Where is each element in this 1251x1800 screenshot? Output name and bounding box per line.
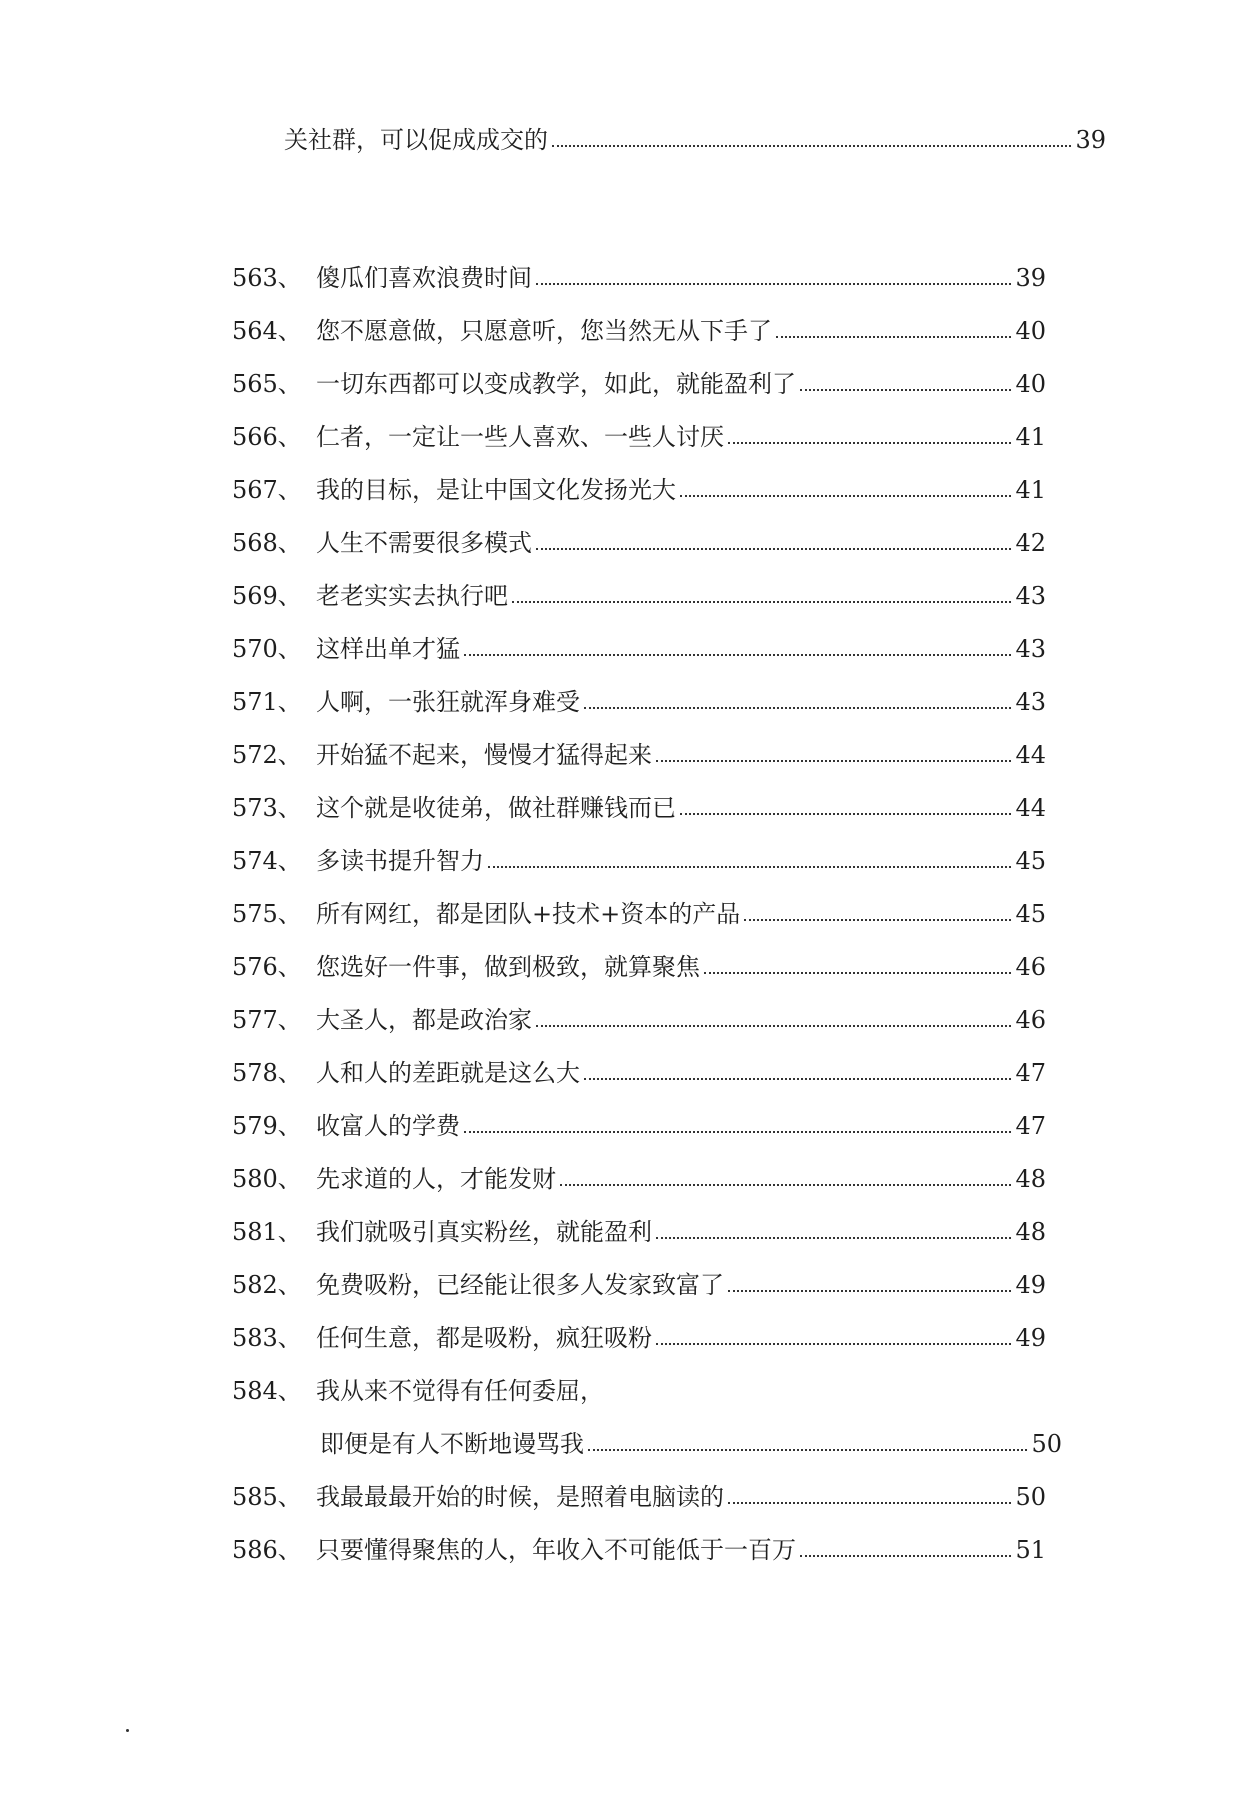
toc-entry-number: 572、 bbox=[232, 741, 302, 769]
toc-entry-number: 570、 bbox=[232, 635, 302, 663]
toc-entry-number: 564、 bbox=[232, 317, 302, 345]
toc-entry-number: 580、 bbox=[232, 1165, 302, 1193]
toc-entry-page: 46 bbox=[1015, 1006, 1046, 1034]
toc-entry-title: 人和人的差距就是这么大 bbox=[316, 1059, 580, 1087]
dot-leader bbox=[704, 971, 1011, 974]
toc-entry-page: 48 bbox=[1015, 1218, 1046, 1246]
dot-leader bbox=[728, 1289, 1011, 1292]
toc-entry-number: 569、 bbox=[232, 582, 302, 610]
toc-entry bbox=[232, 250, 1046, 290]
toc-entry-title: 这样出单才猛 bbox=[316, 635, 460, 663]
toc-entry-page: 43 bbox=[1015, 688, 1046, 716]
toc-entry-title: 收富人的学费 bbox=[316, 1112, 460, 1140]
toc-entry bbox=[232, 939, 1046, 979]
toc-entry-page: 45 bbox=[1015, 847, 1046, 875]
dot-leader bbox=[776, 335, 1011, 338]
toc-entry-page: 43 bbox=[1015, 582, 1046, 610]
toc-entry bbox=[232, 886, 1046, 926]
toc-entry-title: 我最最最开始的时候，是照着电脑读的 bbox=[316, 1483, 724, 1511]
toc-entry bbox=[232, 727, 1046, 767]
toc-entry bbox=[232, 674, 1046, 714]
toc-entry-page: 49 bbox=[1015, 1324, 1046, 1352]
toc-entry bbox=[232, 515, 1046, 555]
toc-entry-page: 50 bbox=[1015, 1483, 1046, 1511]
toc-entry-number: 584、 bbox=[232, 1377, 302, 1405]
toc-entry bbox=[232, 1363, 1046, 1403]
dot-leader bbox=[464, 1130, 1011, 1133]
toc-entry-page: 42 bbox=[1015, 529, 1046, 557]
dot-leader bbox=[588, 1448, 1027, 1451]
toc-entry-page: 41 bbox=[1015, 476, 1046, 504]
toc-entry-page: 47 bbox=[1015, 1112, 1046, 1140]
toc-entry-page: 43 bbox=[1015, 635, 1046, 663]
toc-entry bbox=[232, 992, 1046, 1032]
toc-entry-title: 关社群，可以促成成交的 bbox=[284, 126, 548, 154]
toc-entry-page: 39 bbox=[1075, 126, 1106, 154]
toc-entry-page: 46 bbox=[1015, 953, 1046, 981]
toc-entry bbox=[232, 1469, 1046, 1509]
toc-entry bbox=[232, 356, 1046, 396]
dot-leader bbox=[536, 1024, 1011, 1027]
toc-entry-title: 大圣人，都是政治家 bbox=[316, 1006, 532, 1034]
toc-entry-page: 48 bbox=[1015, 1165, 1046, 1193]
toc-entry-continuation bbox=[320, 1416, 1062, 1456]
toc-entry-page: 47 bbox=[1015, 1059, 1046, 1087]
dot-leader bbox=[800, 1554, 1011, 1557]
toc-entry-page: 44 bbox=[1015, 794, 1046, 822]
dot-leader bbox=[656, 759, 1011, 762]
dot-leader bbox=[536, 547, 1011, 550]
toc-entry bbox=[232, 833, 1046, 873]
toc-entry-page: 50 bbox=[1031, 1430, 1062, 1458]
toc-entry-title: 只要懂得聚焦的人，年收入不可能低于一百万 bbox=[316, 1536, 796, 1564]
toc-entry-title: 一切东西都可以变成教学，如此，就能盈利了 bbox=[316, 370, 796, 398]
dot-leader bbox=[584, 1077, 1011, 1080]
dot-leader bbox=[800, 388, 1011, 391]
toc-entry-title: 我的目标，是让中国文化发扬光大 bbox=[316, 476, 676, 504]
toc-entry bbox=[232, 1522, 1046, 1562]
toc-entry bbox=[232, 1045, 1046, 1085]
toc-entry-page: 44 bbox=[1015, 741, 1046, 769]
toc-entry-title: 任何生意，都是吸粉，疯狂吸粉 bbox=[316, 1324, 652, 1352]
toc-entry-number: 582、 bbox=[232, 1271, 302, 1299]
stray-dot bbox=[126, 1729, 129, 1732]
toc-entry-title: 开始猛不起来，慢慢才猛得起来 bbox=[316, 741, 652, 769]
toc-entry bbox=[232, 1098, 1046, 1138]
dot-leader bbox=[464, 653, 1011, 656]
dot-leader bbox=[560, 1183, 1011, 1186]
toc-entry-number: 575、 bbox=[232, 900, 302, 928]
dot-leader bbox=[728, 1501, 1011, 1504]
toc-entry bbox=[232, 1151, 1046, 1191]
toc-entry bbox=[232, 780, 1046, 820]
toc-entry bbox=[232, 409, 1046, 449]
dot-leader bbox=[536, 282, 1011, 285]
toc-entry-number: 583、 bbox=[232, 1324, 302, 1352]
dot-leader bbox=[512, 600, 1011, 603]
toc-entry-title: 这个就是收徒弟，做社群赚钱而已 bbox=[316, 794, 676, 822]
toc-entry-title: 先求道的人，才能发财 bbox=[316, 1165, 556, 1193]
toc-entry-page: 41 bbox=[1015, 423, 1046, 451]
toc-entry-number: 576、 bbox=[232, 953, 302, 981]
toc-entry bbox=[232, 1204, 1046, 1244]
toc-entry bbox=[232, 303, 1046, 343]
toc-entry bbox=[232, 1257, 1046, 1297]
toc-entry-page: 39 bbox=[1015, 264, 1046, 292]
toc-entry-page: 51 bbox=[1015, 1536, 1046, 1564]
toc-entry-title: 人生不需要很多模式 bbox=[316, 529, 532, 557]
toc-entry bbox=[232, 1310, 1046, 1350]
toc-entry-page: 45 bbox=[1015, 900, 1046, 928]
toc-entry-title: 您选好一件事，做到极致，就算聚焦 bbox=[316, 953, 700, 981]
toc-entry-number: 567、 bbox=[232, 476, 302, 504]
toc-entry-title: 多读书提升智力 bbox=[316, 847, 484, 875]
toc-entry bbox=[232, 568, 1046, 608]
toc-entry-number: 568、 bbox=[232, 529, 302, 557]
toc-entry-number: 581、 bbox=[232, 1218, 302, 1246]
toc-entry-title: 我从来不觉得有任何委屈， bbox=[316, 1377, 604, 1405]
toc-entry-title: 所有网红，都是团队+技术+资本的产品 bbox=[316, 900, 741, 928]
toc-entry-page: 40 bbox=[1015, 370, 1046, 398]
toc-entry-number: 566、 bbox=[232, 423, 302, 451]
toc-entry bbox=[232, 462, 1046, 502]
dot-leader bbox=[488, 865, 1011, 868]
toc-entry-title: 老老实实去执行吧 bbox=[316, 582, 508, 610]
toc-entry-title: 我们就吸引真实粉丝，就能盈利 bbox=[316, 1218, 652, 1246]
toc-entry-title: 人啊，一张狂就浑身难受 bbox=[316, 688, 580, 716]
toc-entry-page: 49 bbox=[1015, 1271, 1046, 1299]
toc-entry-number: 571、 bbox=[232, 688, 302, 716]
toc-entry-title: 即便是有人不断地谩骂我 bbox=[320, 1430, 584, 1458]
dot-leader bbox=[680, 812, 1011, 815]
dot-leader bbox=[744, 918, 1011, 921]
toc-entry-number: 565、 bbox=[232, 370, 302, 398]
toc-entry-title: 您不愿意做，只愿意听，您当然无从下手了 bbox=[316, 317, 772, 345]
toc-entry-number: 585、 bbox=[232, 1483, 302, 1511]
toc-entry-number: 577、 bbox=[232, 1006, 302, 1034]
toc-entry-number: 573、 bbox=[232, 794, 302, 822]
toc-entry-title: 免费吸粉，已经能让很多人发家致富了 bbox=[316, 1271, 724, 1299]
toc-entry-number: 579、 bbox=[232, 1112, 302, 1140]
dot-leader bbox=[552, 144, 1071, 147]
toc-entry-number: 563、 bbox=[232, 264, 302, 292]
toc-entry-number: 578、 bbox=[232, 1059, 302, 1087]
dot-leader bbox=[584, 706, 1011, 709]
toc-entry-number: 586、 bbox=[232, 1536, 302, 1564]
dot-leader bbox=[680, 494, 1011, 497]
toc-entry-title: 仁者，一定让一些人喜欢、一些人讨厌 bbox=[316, 423, 724, 451]
dot-leader bbox=[656, 1236, 1011, 1239]
dot-leader bbox=[728, 441, 1011, 444]
dot-leader bbox=[656, 1342, 1011, 1345]
toc-entry-number: 574、 bbox=[232, 847, 302, 875]
toc-entry bbox=[232, 621, 1046, 661]
toc-continuation-row bbox=[284, 112, 1106, 152]
toc-entry-page: 40 bbox=[1015, 317, 1046, 345]
toc-entry-title: 傻瓜们喜欢浪费时间 bbox=[316, 264, 532, 292]
